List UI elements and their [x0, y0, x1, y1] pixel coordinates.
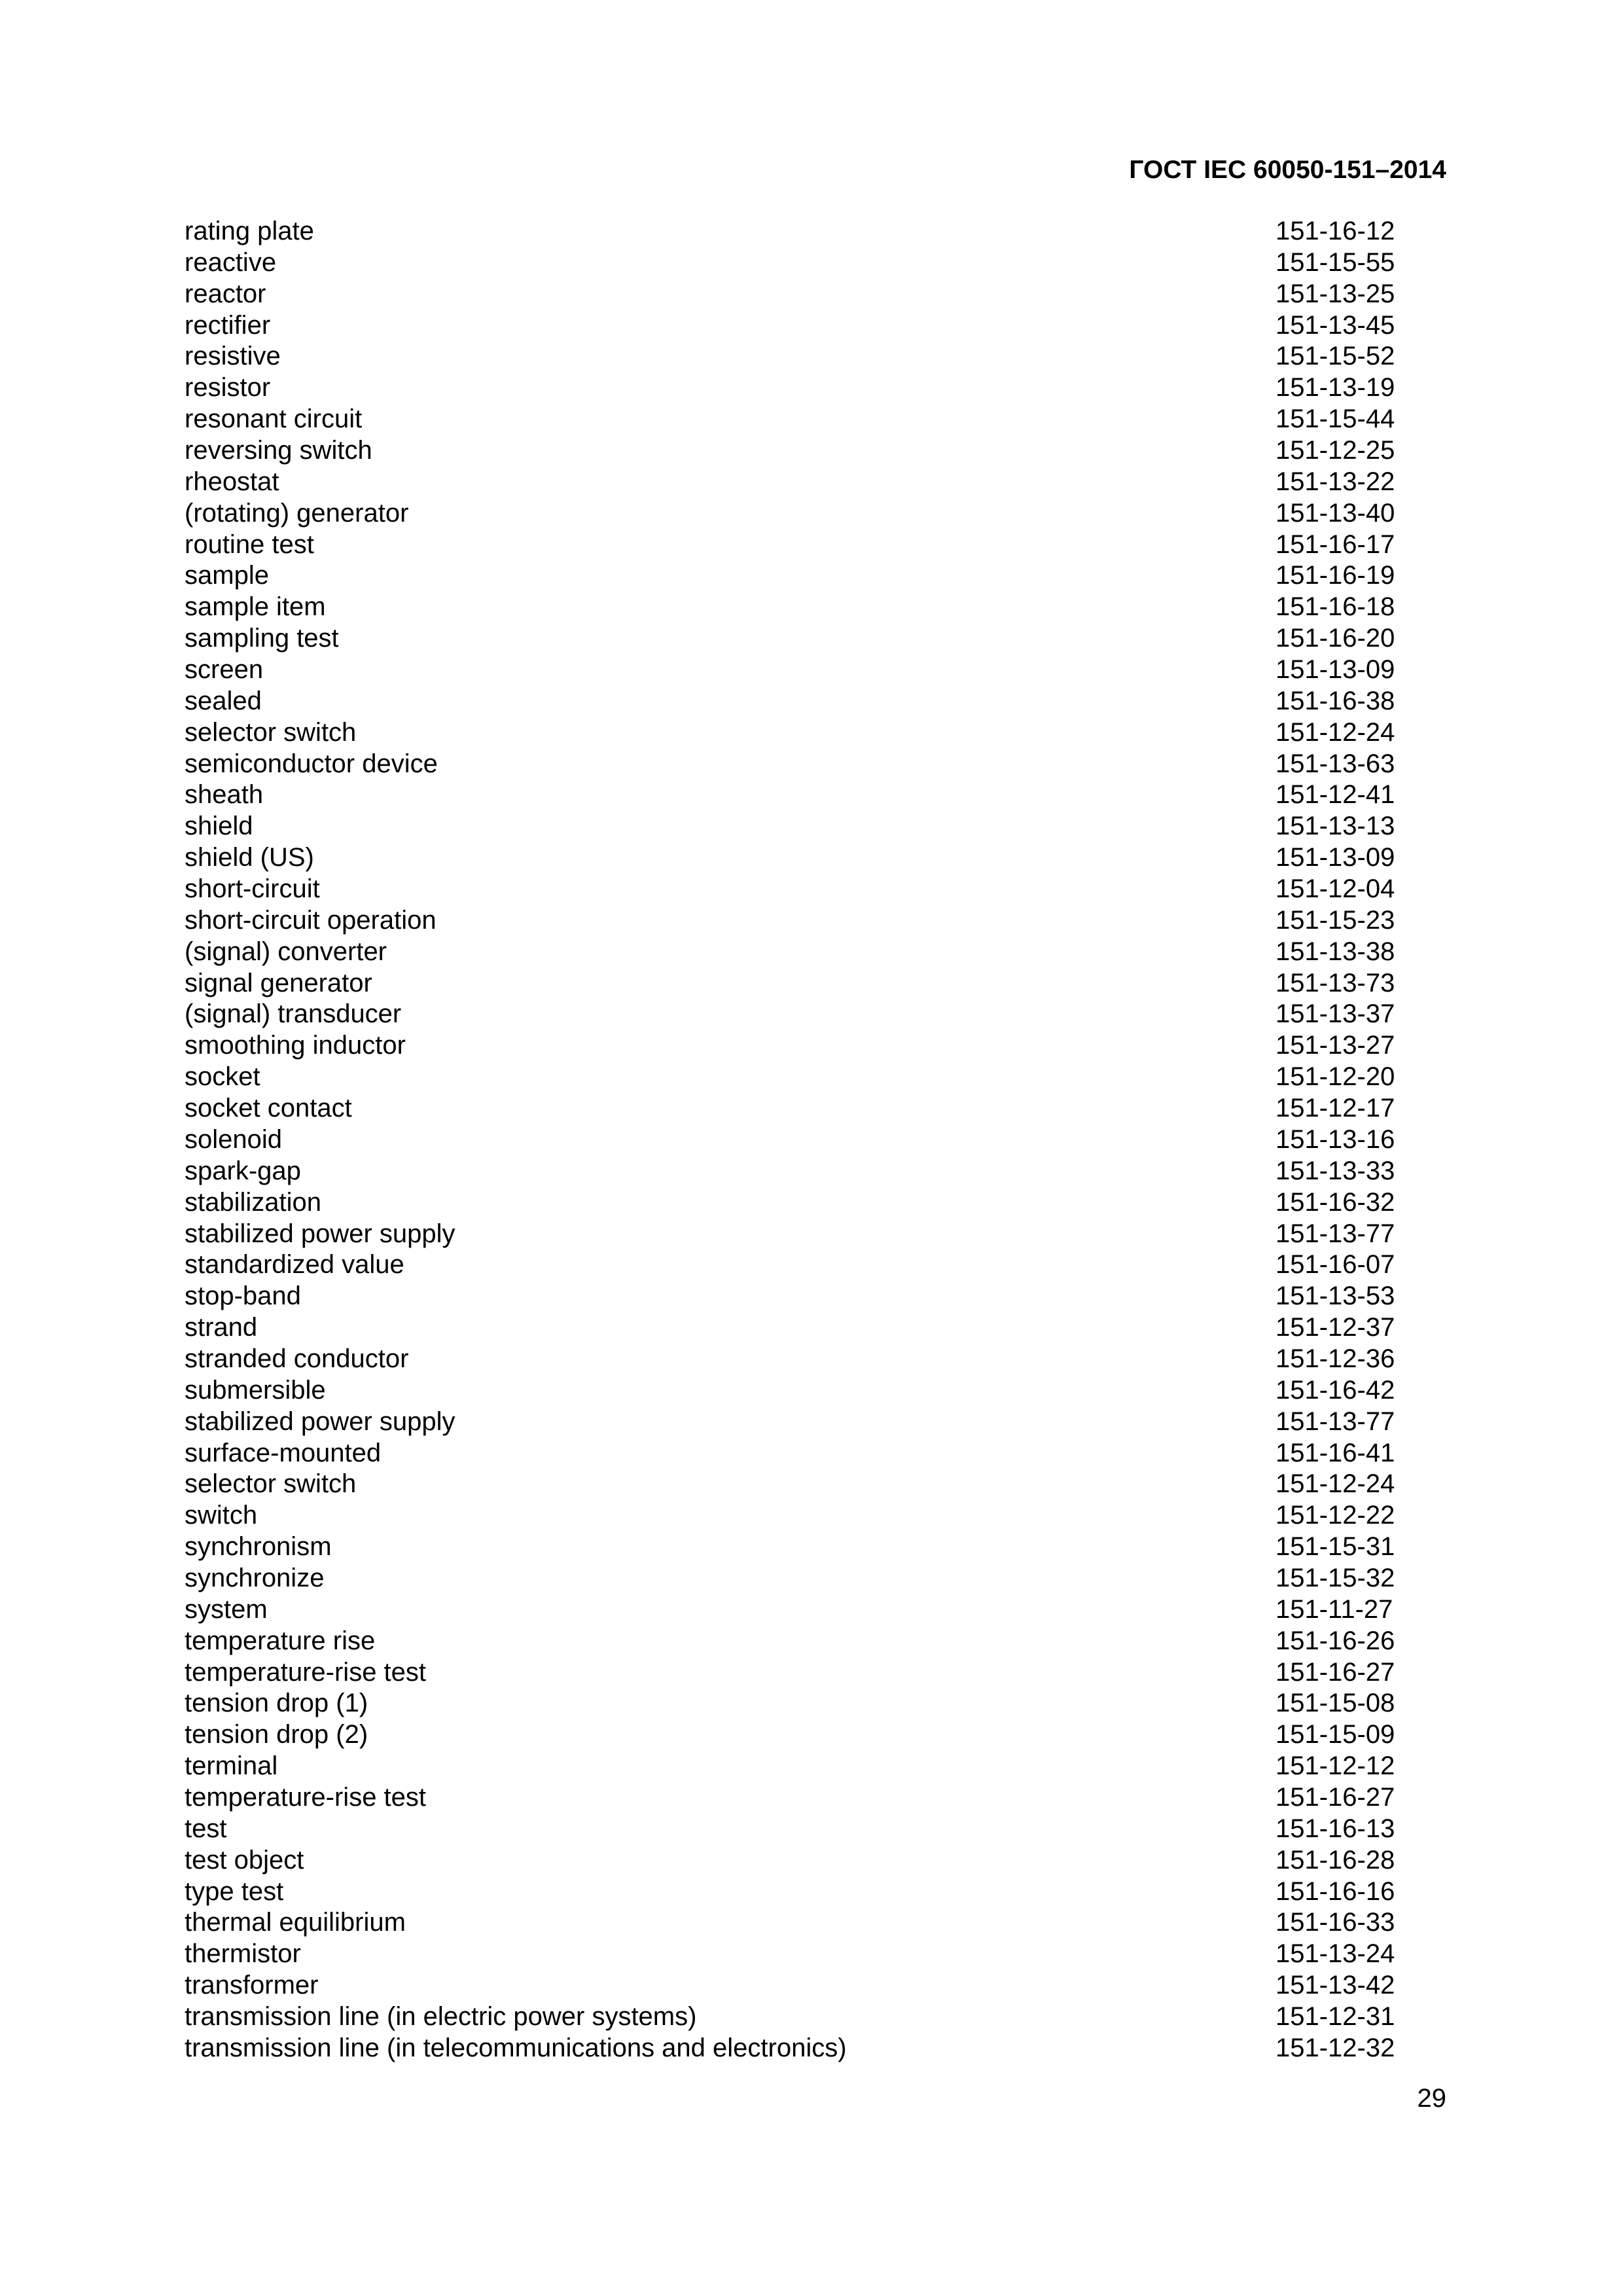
index-reference-number: 151-16-26 — [1275, 1626, 1395, 1655]
index-term: stop-band — [185, 1282, 301, 1311]
index-term: resistive — [185, 342, 281, 371]
index-entry — [185, 780, 1403, 811]
index-term: surface-mounted — [185, 1438, 382, 1467]
index-reference-number: 151-12-41 — [1275, 780, 1395, 810]
index-reference-number: 151-16-19 — [1275, 561, 1395, 590]
index-term: sealed — [185, 686, 262, 715]
index-entry — [185, 1751, 1403, 1782]
index-term: tension drop (1) — [185, 1689, 368, 1718]
index-reference-number: 151-16-41 — [1275, 1438, 1395, 1467]
index-entry — [185, 1093, 1403, 1124]
index-reference-number: 151-15-52 — [1275, 342, 1395, 371]
index-reference-number: 151-13-40 — [1275, 498, 1395, 528]
index-term: stranded conductor — [185, 1344, 409, 1373]
index-entry — [185, 1845, 1403, 1876]
index-term: shield — [185, 812, 253, 841]
index-reference-number: 151-13-27 — [1275, 1031, 1395, 1060]
index-term: strand — [185, 1313, 258, 1342]
index-term: routine test — [185, 529, 314, 559]
index-term: temperature rise — [185, 1626, 376, 1655]
index-entry — [185, 655, 1403, 686]
index-term: temperature-rise test — [185, 1782, 427, 1812]
index-entry — [185, 999, 1403, 1030]
index-reference-number: 151-16-32 — [1275, 1187, 1395, 1217]
index-reference-number: 151-11-27 — [1275, 1594, 1393, 1624]
index-term: stabilization — [185, 1187, 322, 1217]
index-term: rectifier — [185, 310, 271, 340]
index-entry — [185, 247, 1403, 279]
index-term: sample — [185, 561, 269, 590]
index-entry — [185, 1970, 1403, 2001]
index-entry — [185, 1124, 1403, 1156]
index-term: synchronism — [185, 1532, 332, 1562]
index-term: reversing switch — [185, 436, 372, 465]
index-entry — [185, 1782, 1403, 1814]
index-term: screen — [185, 655, 264, 685]
index-entry — [185, 874, 1403, 905]
index-reference-number: 151-16-42 — [1275, 1375, 1395, 1405]
index-term: sample item — [185, 592, 326, 622]
index-term: smoothing inductor — [185, 1031, 406, 1060]
index-term: synchronize — [185, 1563, 325, 1592]
term-index-list — [185, 216, 1403, 2064]
index-entry — [185, 1249, 1403, 1281]
index-reference-number: 151-16-17 — [1275, 529, 1395, 559]
index-entry — [185, 529, 1403, 561]
index-entry — [185, 216, 1403, 247]
index-term: short-circuit operation — [185, 905, 437, 935]
document-header: ГОСТ IEC 60050-151–2014 — [1129, 156, 1446, 184]
index-reference-number: 151-13-16 — [1275, 1124, 1395, 1154]
index-entry — [185, 749, 1403, 780]
index-term: system — [185, 1594, 268, 1624]
index-reference-number: 151-12-22 — [1275, 1501, 1395, 1530]
index-reference-number: 151-12-36 — [1275, 1344, 1395, 1373]
index-term: type test — [185, 1876, 284, 1906]
index-reference-number: 151-12-20 — [1275, 1062, 1395, 1092]
index-reference-number: 151-12-25 — [1275, 436, 1395, 465]
index-entry — [185, 1719, 1403, 1751]
index-entry — [185, 1281, 1403, 1312]
index-term: socket contact — [185, 1094, 352, 1123]
index-term: socket — [185, 1062, 260, 1092]
index-term: submersible — [185, 1375, 326, 1405]
index-entry — [185, 498, 1403, 529]
index-term: (signal) converter — [185, 937, 387, 966]
index-reference-number: 151-15-08 — [1275, 1689, 1395, 1718]
index-entry — [185, 1312, 1403, 1344]
index-entry — [185, 842, 1403, 874]
index-term: spark-gap — [185, 1156, 301, 1185]
index-reference-number: 151-13-42 — [1275, 1971, 1395, 2000]
index-reference-number: 151-13-77 — [1275, 1219, 1395, 1248]
index-entry — [185, 592, 1403, 623]
index-entry — [185, 2033, 1403, 2064]
index-term: transmission line (in electric power systems) — [185, 2001, 697, 2031]
index-term: transmission line (in telecommunications and electronics) — [185, 2033, 847, 2062]
index-entry — [185, 937, 1403, 968]
index-reference-number: 151-12-17 — [1275, 1094, 1395, 1123]
index-entry — [185, 1030, 1403, 1062]
index-reference-number: 151-16-38 — [1275, 686, 1395, 715]
index-term: selector switch — [185, 1469, 357, 1499]
index-reference-number: 151-13-38 — [1275, 937, 1395, 966]
index-entry — [185, 341, 1403, 372]
index-reference-number: 151-12-24 — [1275, 717, 1395, 747]
index-entry — [185, 1626, 1403, 1657]
index-reference-number: 151-12-12 — [1275, 1751, 1395, 1781]
index-reference-number: 151-16-33 — [1275, 1908, 1395, 1937]
index-reference-number: 151-12-32 — [1275, 2033, 1395, 2062]
index-term: tension drop (2) — [185, 1720, 368, 1749]
index-term: signal generator — [185, 968, 372, 997]
index-entry — [185, 310, 1403, 342]
index-reference-number: 151-13-33 — [1275, 1156, 1395, 1185]
index-reference-number: 151-15-55 — [1275, 247, 1395, 277]
index-term: stabilized power supply — [185, 1407, 455, 1436]
index-entry — [185, 1219, 1403, 1250]
index-reference-number: 151-16-27 — [1275, 1657, 1395, 1687]
index-reference-number: 151-13-13 — [1275, 812, 1395, 841]
index-term: rating plate — [185, 217, 314, 245]
index-reference-number: 151-13-73 — [1275, 968, 1395, 997]
index-entry — [185, 1062, 1403, 1093]
index-term: rheostat — [185, 467, 279, 496]
index-reference-number: 151-13-37 — [1275, 999, 1395, 1029]
index-entry — [185, 811, 1403, 842]
index-entry — [185, 467, 1403, 498]
index-reference-number: 151-16-28 — [1275, 1845, 1395, 1874]
index-term: shield (US) — [185, 843, 314, 872]
index-term: terminal — [185, 1751, 278, 1781]
index-term: short-circuit — [185, 874, 320, 904]
index-entry — [185, 1907, 1403, 1939]
index-entry — [185, 1876, 1403, 1908]
index-entry — [185, 1344, 1403, 1375]
index-reference-number: 151-15-23 — [1275, 905, 1395, 935]
index-entry — [185, 1657, 1403, 1689]
index-reference-number: 151-15-32 — [1275, 1563, 1395, 1592]
page-number: 29 — [1417, 2084, 1446, 2113]
index-term: test object — [185, 1845, 304, 1874]
index-entry — [185, 1407, 1403, 1438]
index-entry — [185, 1814, 1403, 1845]
index-term: resonant circuit — [185, 404, 363, 434]
index-entry — [185, 1469, 1403, 1500]
index-reference-number: 151-15-09 — [1275, 1720, 1395, 1749]
index-reference-number: 151-16-20 — [1275, 624, 1395, 653]
index-entry — [185, 1375, 1403, 1407]
index-term: sheath — [185, 780, 264, 810]
index-reference-number: 151-15-31 — [1275, 1532, 1395, 1562]
index-entry — [185, 404, 1403, 435]
index-entry — [185, 1438, 1403, 1469]
index-entry — [185, 968, 1403, 999]
index-reference-number: 151-16-27 — [1275, 1782, 1395, 1812]
index-reference-number: 151-12-37 — [1275, 1313, 1395, 1342]
index-entry — [185, 372, 1403, 404]
index-term: semiconductor device — [185, 749, 438, 778]
index-reference-number: 151-13-25 — [1275, 279, 1395, 308]
index-term: sampling test — [185, 624, 339, 653]
index-reference-number: 151-16-13 — [1275, 1814, 1395, 1843]
index-reference-number: 151-13-22 — [1275, 467, 1395, 496]
index-reference-number: 151-13-63 — [1275, 749, 1395, 778]
index-term: test — [185, 1814, 227, 1843]
index-term: standardized value — [185, 1250, 404, 1280]
index-term: resistor — [185, 373, 271, 403]
index-term: selector switch — [185, 717, 357, 747]
index-term: reactive — [185, 247, 277, 277]
index-entry — [185, 2001, 1403, 2033]
index-term: temperature-rise test — [185, 1657, 427, 1687]
index-entry — [185, 1532, 1403, 1563]
index-entry — [185, 1187, 1403, 1219]
index-entry — [185, 686, 1403, 717]
index-reference-number: 151-12-31 — [1275, 2001, 1395, 2031]
index-reference-number: 151-13-45 — [1275, 310, 1395, 340]
index-term: thermistor — [185, 1939, 301, 1969]
index-reference-number: 151-15-44 — [1275, 404, 1395, 434]
index-reference-number: 151-13-24 — [1275, 1939, 1395, 1969]
index-reference-number: 151-13-53 — [1275, 1282, 1395, 1311]
index-entry — [185, 1688, 1403, 1719]
index-term: stabilized power supply — [185, 1219, 455, 1248]
index-reference-number: 151-13-09 — [1275, 655, 1395, 685]
index-entry — [185, 905, 1403, 937]
index-term: reactor — [185, 279, 266, 308]
index-entry — [185, 279, 1403, 310]
index-reference-number: 151-16-12 — [1275, 217, 1395, 245]
index-reference-number: 151-13-77 — [1275, 1407, 1395, 1436]
index-term: switch — [185, 1501, 258, 1530]
index-term: solenoid — [185, 1124, 283, 1154]
index-entry — [185, 1156, 1403, 1187]
index-reference-number: 151-12-04 — [1275, 874, 1395, 904]
index-term: thermal equilibrium — [185, 1908, 406, 1937]
index-term: (rotating) generator — [185, 498, 409, 528]
index-reference-number: 151-16-18 — [1275, 592, 1395, 622]
index-term: transformer — [185, 1971, 319, 2000]
index-entry — [185, 1563, 1403, 1594]
index-entry — [185, 1939, 1403, 1970]
index-reference-number: 151-13-19 — [1275, 373, 1395, 403]
index-reference-number: 151-16-07 — [1275, 1250, 1395, 1280]
index-entry — [185, 560, 1403, 592]
index-entry — [185, 1500, 1403, 1532]
index-entry — [185, 435, 1403, 467]
index-reference-number: 151-13-09 — [1275, 843, 1395, 872]
index-reference-number: 151-16-16 — [1275, 1876, 1395, 1906]
index-entry — [185, 623, 1403, 655]
index-term: (signal) transducer — [185, 999, 402, 1029]
index-entry — [185, 717, 1403, 749]
index-entry — [185, 1594, 1403, 1626]
index-reference-number: 151-12-24 — [1275, 1469, 1395, 1499]
